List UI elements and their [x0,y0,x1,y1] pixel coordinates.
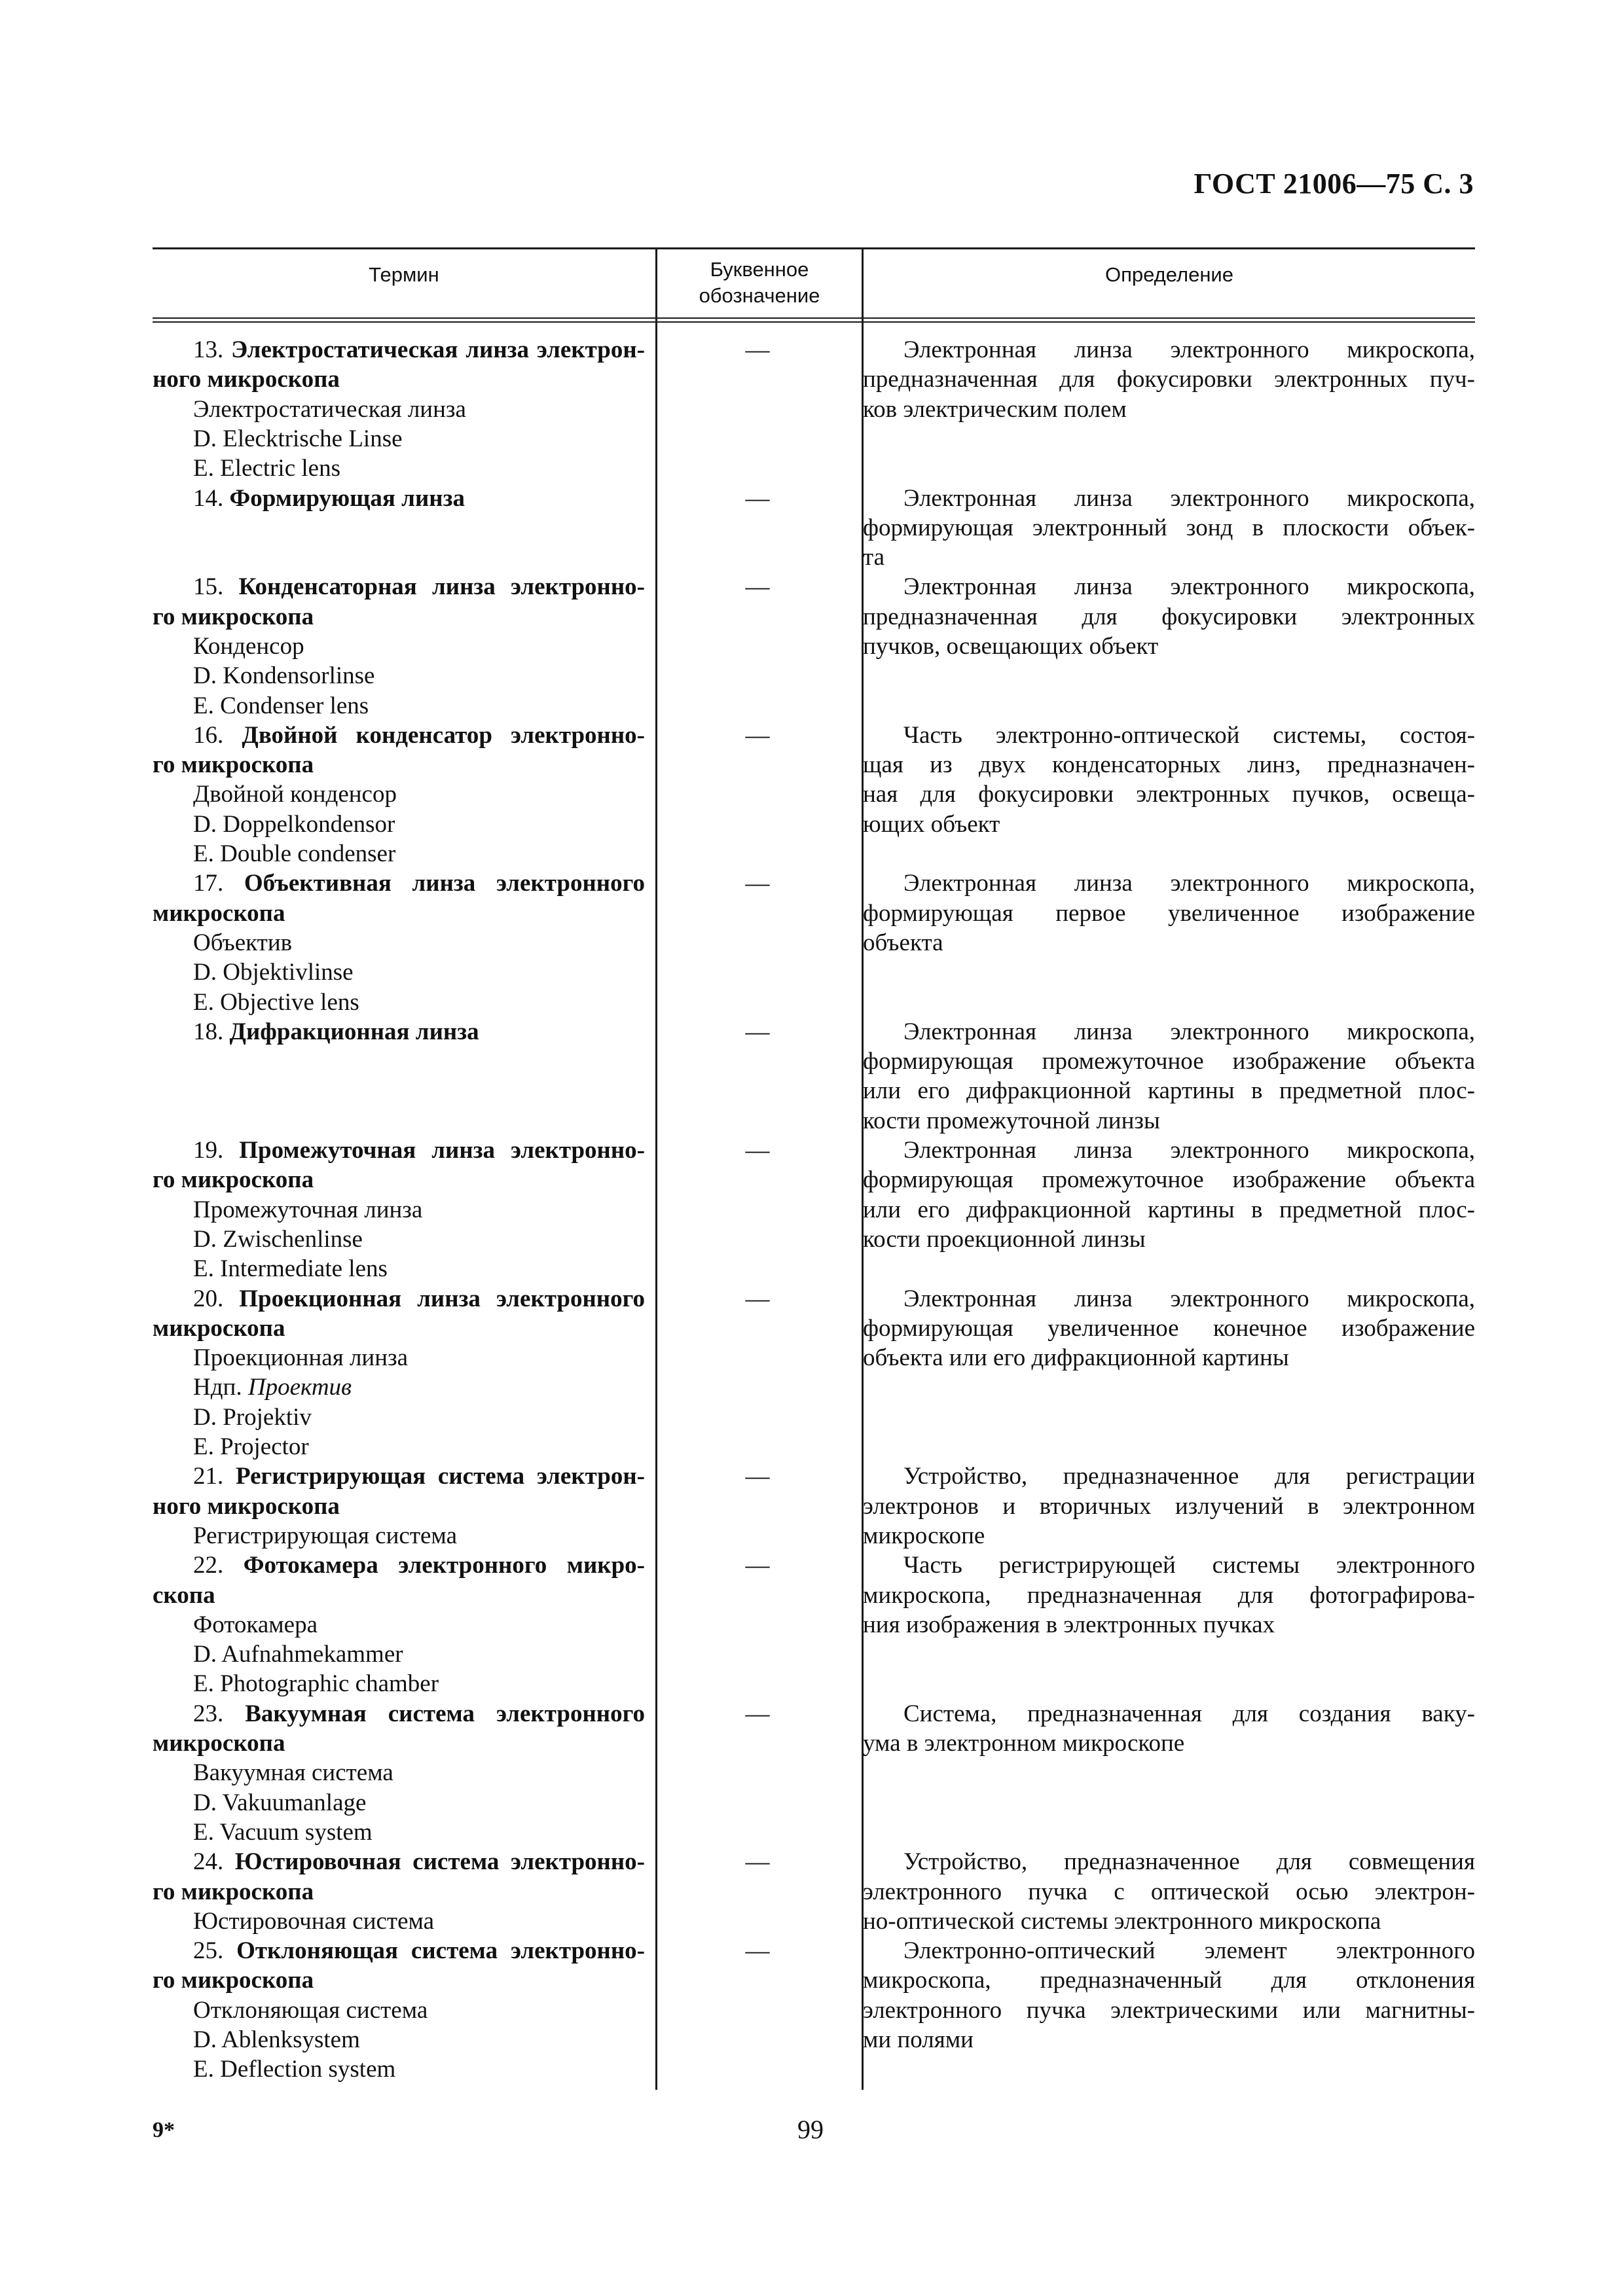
footer-mark: 9* [153,2118,175,2142]
term-title-cont [153,899,645,928]
term-entry [153,1462,645,1551]
term-number: 22. [193,1552,244,1579]
term-entry [153,572,645,721]
term-synonym: Ндп. Проектив [193,1374,352,1401]
term-number: 23. [193,1700,246,1727]
term-title-cont [153,750,645,780]
term-title-end: скопа [153,1581,215,1609]
definition-line: Электронная линза электронного микроскопа, [903,1018,1475,1045]
symbol-cell: — [745,1700,770,1727]
definition-cell [863,1462,1475,1551]
term-title-line [153,1551,645,1580]
definition-line: но-оптической системы электронного микроскопа [863,1907,1381,1935]
definition-line: предназначенная для фокусировки электронных [863,603,1475,630]
definition-line: Устройство, предназначенное для совмещения [903,1848,1475,1876]
definition-line: объекта или его дифракционной картины [863,1344,1289,1372]
definition-line: кости промежуточной линзы [863,1107,1160,1134]
definition-line: Электронная линза электронного микроскопа, [903,336,1475,363]
term-synonym: E. Projector [193,1433,309,1461]
term-synonym: E. Intermediate lens [193,1255,388,1283]
term-title-end: ного микроскопа [153,1492,340,1520]
term-number: 19. [193,1137,240,1164]
term-entry [153,721,645,869]
definition-line: формирующая промежуточное изображение объекта [863,1166,1475,1194]
definition-column [863,335,1475,2085]
column-header-symbol-line1: Буквенное [710,258,809,281]
symbol-cell: — [745,1018,770,1045]
term-number: 17. [193,870,244,897]
term-synonym: Двойной конденсор [193,781,397,808]
definition-line: ющих объект [863,810,1000,838]
term-entry [153,1017,645,1136]
definition-line: Электронная линза электронного микроскопа, [903,870,1475,897]
term-number: 18. [193,1018,230,1045]
definition-cell [863,869,1475,1017]
definition-cell [863,335,1475,484]
term-title-end: микроскопа [153,1314,285,1342]
symbol-cell: — [745,1463,770,1490]
term-synonym: D. Vakuumanlage [193,1789,367,1816]
definition-line: Электронно-оптический элемент электронного [903,1937,1475,1965]
definition-cell [863,1847,1475,1936]
term-title-cont [153,1314,645,1343]
term-synonym: Юстировочная система [193,1907,435,1935]
term-number: 14. [193,484,230,512]
symbol-cell: — [745,870,770,897]
table-top-rule [153,247,1475,249]
definition-line: микроскопе [863,1522,985,1549]
term-title-end: го микроскопа [153,1878,314,1905]
term-synonym: Регистрирующая система [193,1522,457,1549]
definition-cell [863,1136,1475,1284]
term-synonym: Промежуточная линза [193,1196,423,1223]
term-title-line [153,572,645,601]
definition-cell [863,572,1475,721]
term-entry [153,1284,645,1462]
column-header-symbol-line2: обозначение [699,284,820,307]
term-synonym: E. Electric lens [193,455,340,482]
symbol-cell: — [745,336,770,363]
term-synonym: E. Condenser lens [193,692,369,719]
page-header-title: ГОСТ 21006—75 С. 3 [1194,168,1474,200]
definition-cell [863,484,1475,573]
definition-line: электронного пучка с оптической осью электрон- [863,1878,1475,1905]
term-title-cont [153,1877,645,1907]
term-title-cont [153,602,645,632]
definition-line: Часть электронно-оптической системы, состоя- [903,721,1475,749]
term-title-cont [153,1492,645,1521]
term-title-line [153,721,645,750]
term-synonym: D. Doppelkondensor [193,810,395,838]
definition-line: электронного пучка электрическими или магнитны- [863,1996,1475,2024]
page-number: 99 [797,2115,824,2144]
term-title-cont [153,1165,645,1194]
definition-line: Устройство, предназначенное для регистрации [903,1463,1475,1490]
symbol-cell: — [745,1552,770,1579]
term-title: Отклоняющая система электронно- [236,1937,645,1965]
term-synonym: Фотокамера [193,1611,318,1638]
term-synonym: D. Kondensorlinse [193,662,375,690]
term-title-cont [153,1965,645,1995]
term-column [153,335,645,2085]
term-title-cont [153,1729,645,1758]
term-title: Электростатическая линза электрон- [231,336,645,363]
term-title-end: го микроскопа [153,1166,314,1194]
term-title-line [153,1017,645,1047]
term-synonym: D. Aufnahmekammer [193,1641,403,1668]
definition-line: формирующая первое увеличенное изображение [863,899,1475,927]
term-title-end: го микроскопа [153,1967,314,1994]
column-header-term: Термин [369,263,439,286]
definition-line: ума в электронном микроскопе [863,1730,1185,1757]
term-title-line [153,869,645,898]
term-not-allowed: Проектив [247,1374,352,1401]
definition-cell [863,721,1475,869]
term-title: Фотокамера электронного микро- [243,1552,646,1579]
term-synonym: E. Photographic chamber [193,1670,439,1698]
definition-line: объекта [863,929,943,956]
term-number: 16. [193,721,242,749]
symbol-cell: — [745,1137,770,1164]
definition-line: формирующая увеличенное конечное изображение [863,1314,1475,1342]
term-synonym: Отклоняющая система [193,1996,428,2024]
term-synonym: D. Zwischenlinse [193,1225,363,1253]
term-synonym: Вакуумная система [193,1759,393,1787]
term-synonym: E. Double condenser [193,840,396,868]
term-synonym: Конденсор [193,632,304,660]
definition-line: пучков, освещающих объект [863,632,1159,660]
definition-line: формирующая промежуточное изображение объекта [863,1048,1475,1075]
definition-line: щая из двух конденсаторных линз, предназначен- [863,751,1475,779]
term-entry [153,1936,645,2085]
term-title: Формирующая линза [229,484,465,512]
term-title-end: микроскопа [153,899,285,927]
definition-line: Электронная линза электронного микроскопа, [903,573,1475,601]
term-number: 13. [193,336,232,363]
column-header-definition: Определение [1104,263,1233,286]
term-title: Регистрирующая система электрон- [235,1463,645,1490]
symbol-cell: — [745,1848,770,1876]
term-synonym: Проекционная линза [193,1344,409,1372]
definition-line: формирующая электронный зонд в плоскости объек- [863,514,1475,541]
term-number: 21. [193,1463,236,1490]
term-title-line [153,1847,645,1876]
definition-line: микроскопа, предназначенный для отклонения [863,1967,1475,1994]
definition-line: Электронная линза электронного микроскопа, [903,1137,1475,1164]
definition-line: Часть регистрирующей системы электронного [903,1552,1475,1579]
definition-line: кости проекционной линзы [863,1225,1146,1253]
term-synonym: D. Objektivlinse [193,959,354,986]
definition-line: Система, предназначенная для создания ваку- [903,1700,1475,1727]
term-number: 20. [193,1285,240,1312]
definition-line: микроскопа, предназначенная для фотографирова- [863,1581,1475,1609]
term-synonym: Электростатическая линза [193,395,466,423]
definition-line: ков электрическим полем [863,395,1127,423]
term-synonym: E. Deflection system [193,2056,396,2083]
term-title: Двойной конденсатор электронно- [242,721,645,749]
term-title-end: ного микроскопа [153,366,340,393]
definition-line: предназначенная для фокусировки электронных пуч- [863,366,1475,393]
term-title: Юстировочная система электронно- [234,1848,646,1876]
term-synonym: D. Ablenksystem [193,2026,360,2054]
term-title: Дифракционная линза [229,1018,479,1045]
term-number: 15. [193,573,239,601]
definition-line: Электронная линза электронного микроскопа, [903,1285,1475,1312]
term-synonym: E. Objective lens [193,988,359,1016]
term-title-line [153,335,645,365]
term-synonym: Объектив [193,929,293,956]
term-title-line [153,1284,645,1314]
table-head-rule-2 [153,321,1475,323]
symbol-cell: — [745,1937,770,1965]
term-entry [153,1847,645,1936]
definition-cell [863,1551,1475,1699]
term-entry [153,484,645,573]
term-number: 25. [193,1937,237,1965]
definition-line: ния изображения в электронных пучках [863,1611,1275,1638]
definition-cell [863,1017,1475,1136]
term-entry [153,1551,645,1699]
term-title-line [153,1936,645,1965]
term-title: Конденсаторная линза электронно- [238,573,646,601]
symbol-column [655,335,860,2085]
term-title-end: микроскопа [153,1730,285,1757]
symbol-cell: — [745,721,770,749]
definition-line: электронов и вторичных излучений в электронном [863,1492,1475,1520]
definition-line: ная для фокусировки электронных пучков, освеща- [863,781,1475,808]
term-title: Объективная линза электронного [244,870,645,897]
term-synonym: D. Projektiv [193,1403,312,1431]
term-title-end: го микроскопа [153,603,314,630]
symbol-cell: — [745,1285,770,1312]
term-title: Проекционная линза электронного [239,1285,645,1312]
definition-cell [863,1699,1475,1848]
term-number: 24. [193,1848,235,1876]
term-entry [153,869,645,1017]
table-head-rule-1 [153,317,1475,319]
term-title-cont [153,1581,645,1610]
term-title-line [153,1462,645,1491]
term-title-line [153,1136,645,1165]
symbol-cell: — [745,484,770,512]
column-header-symbol [657,257,862,309]
term-title-cont [153,365,645,394]
definition-line: та [863,544,885,571]
symbol-cell: — [745,573,770,601]
term-title-line [153,484,645,513]
term-title-end: го микроскопа [153,751,314,779]
term-entry [153,335,645,484]
definition-cell [863,1936,1475,2085]
term-entry [153,1699,645,1848]
term-title: Вакуумная система электронного [245,1700,646,1727]
term-entry [153,1136,645,1284]
term-synonym: D. Elecktrische Linse [193,425,403,452]
definition-line: или его дифракционной картины в предметной плос- [863,1077,1475,1105]
definition-cell [863,1284,1475,1462]
definition-line: Электронная линза электронного микроскопа, [903,484,1475,512]
term-title-line [153,1699,645,1729]
term-title: Промежуточная линза электронно- [239,1137,645,1164]
term-synonym: E. Vacuum system [193,1818,373,1846]
definition-line: ми полями [863,2026,974,2054]
definition-line: или его дифракционной картины в предметной плос- [863,1196,1475,1223]
